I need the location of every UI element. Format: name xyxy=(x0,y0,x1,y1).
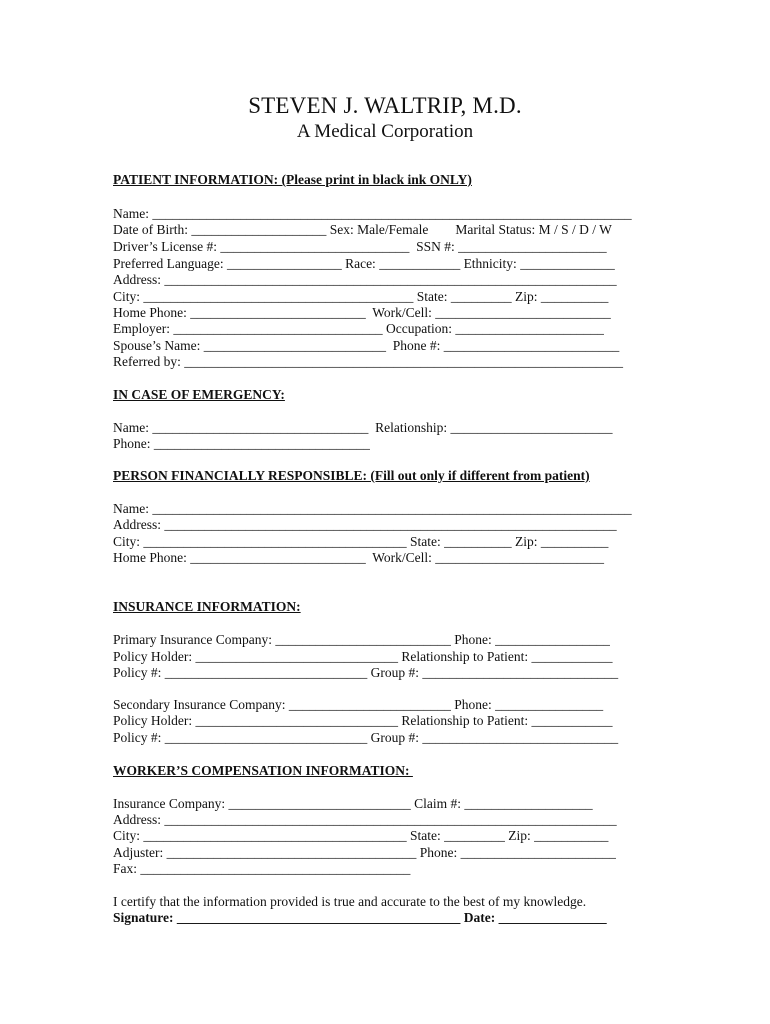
wc-fax-row xyxy=(113,861,410,877)
wc-address-label: Address: xyxy=(113,812,165,827)
wc-fax-label: Fax: xyxy=(113,861,141,876)
primary-company-label: Primary Insurance Company: xyxy=(113,632,276,647)
secondary-company-field[interactable]: ________________________ xyxy=(288,697,451,712)
secondary-company-label: Secondary Insurance Company: xyxy=(113,697,289,712)
patient-zip-field[interactable]: __________ xyxy=(540,289,609,304)
emergency-phone-row xyxy=(113,436,370,452)
language-row xyxy=(113,256,615,272)
ssn-field[interactable]: ______________________ xyxy=(458,239,607,254)
wc-address-row xyxy=(113,812,617,828)
primary-company-field[interactable]: __________________________ xyxy=(275,632,451,647)
primary-relationship-label: Relationship to Patient: xyxy=(398,649,532,664)
secondary-phone-label: Phone: xyxy=(450,697,496,712)
responsible-home-phone-label: Home Phone: xyxy=(113,550,191,565)
wc-phone-label: Phone: xyxy=(416,845,461,860)
responsible-city-field[interactable]: _______________________________________ xyxy=(143,534,407,549)
spouse-phone-label: Phone #: xyxy=(386,338,444,353)
dob-field[interactable]: ____________________ xyxy=(191,222,327,237)
emergency-relationship-field[interactable]: ________________________ xyxy=(450,420,613,435)
responsible-address-field[interactable]: ___________________________________________________________________ xyxy=(164,517,617,532)
employer-label: Employer: xyxy=(113,321,174,336)
patient-address-row xyxy=(113,272,617,288)
patient-phone-row xyxy=(113,305,611,321)
date-label: Date: xyxy=(460,910,499,925)
secondary-phone-field[interactable]: ________________ xyxy=(495,697,604,712)
responsible-zip-field[interactable]: __________ xyxy=(540,534,609,549)
emergency-relationship-label: Relationship: xyxy=(368,420,451,435)
wc-company-row xyxy=(113,796,593,812)
secondary-policy-label: Policy #: xyxy=(113,730,165,745)
wc-city-label: City: xyxy=(113,828,144,843)
responsible-work-cell-label: Work/Cell: xyxy=(365,550,436,565)
primary-policy-row xyxy=(113,665,618,681)
language-field[interactable]: _________________ xyxy=(226,256,342,271)
responsible-address-row xyxy=(113,517,617,533)
drivers-license-row xyxy=(113,239,607,255)
primary-relationship-field[interactable]: ____________ xyxy=(531,649,613,664)
responsible-state-label: State: xyxy=(406,534,445,549)
home-phone-field[interactable]: __________________________ xyxy=(190,305,366,320)
wc-city-row xyxy=(113,828,608,844)
referred-by-row xyxy=(113,354,623,370)
certification-statement: I certify that the information provided is true and accurate to the best of my knowledge. xyxy=(113,894,587,909)
primary-policy-label: Policy #: xyxy=(113,665,165,680)
patient-state-field[interactable]: _________ xyxy=(450,289,512,304)
work-cell-label: Work/Cell: xyxy=(365,305,436,320)
emergency-heading: IN CASE OF EMERGENCY: xyxy=(113,387,285,402)
patient-info-heading: PATIENT INFORMATION: (Please print in black ink ONLY) xyxy=(113,172,472,187)
secondary-holder-field[interactable]: ______________________________ xyxy=(195,713,398,728)
patient-city-field[interactable]: ________________________________________ xyxy=(143,289,414,304)
secondary-group-label: Group #: xyxy=(367,730,423,745)
wc-zip-label: Zip: xyxy=(504,828,535,843)
dob-label: Date of Birth: xyxy=(113,222,192,237)
patient-name-label: Name: xyxy=(113,206,153,221)
responsible-city-row xyxy=(113,534,608,550)
occupation-label: Occupation: xyxy=(382,321,456,336)
sex-marital-options[interactable]: Sex: Male/Female Marital Status: M / S / D / W xyxy=(326,222,612,237)
workers-comp-heading: WORKER’S COMPENSATION INFORMATION: xyxy=(113,763,413,778)
responsible-home-phone-field[interactable]: __________________________ xyxy=(190,550,366,565)
emergency-name-row xyxy=(113,420,613,436)
occupation-field[interactable]: ______________________ xyxy=(455,321,604,336)
home-phone-label: Home Phone: xyxy=(113,305,191,320)
wc-city-field[interactable]: _______________________________________ xyxy=(143,828,407,843)
patient-state-label: State: xyxy=(413,289,451,304)
spouse-name-field[interactable]: ___________________________ xyxy=(203,338,386,353)
responsible-address-label: Address: xyxy=(113,517,165,532)
ethnicity-label: Ethnicity: xyxy=(460,256,521,271)
responsible-state-field[interactable]: __________ xyxy=(444,534,512,549)
emergency-phone-label: Phone: xyxy=(113,436,154,451)
patient-name-row xyxy=(113,206,632,222)
emergency-name-field[interactable]: ________________________________ xyxy=(152,420,369,435)
wc-adjuster-row xyxy=(113,845,616,861)
signature-label: Signature: xyxy=(113,910,177,925)
responsible-name-row xyxy=(113,501,632,517)
date-field[interactable]: ________________ xyxy=(498,910,607,925)
patient-city-row xyxy=(113,289,608,305)
patient-address-field[interactable]: ___________________________________________________________________ xyxy=(164,272,617,287)
signature-row xyxy=(113,910,607,926)
language-label: Preferred Language: xyxy=(113,256,227,271)
secondary-group-field[interactable]: _____________________________ xyxy=(422,730,619,745)
patient-address-label: Address: xyxy=(113,272,165,287)
responsible-name-field[interactable]: _______________________________________________________________________ xyxy=(152,501,632,516)
race-field[interactable]: ____________ xyxy=(379,256,461,271)
secondary-holder-row xyxy=(113,713,613,729)
practice-subtitle: A Medical Corporation xyxy=(296,121,474,142)
emergency-phone-field[interactable]: ________________________________ xyxy=(153,436,370,451)
secondary-policy-field[interactable]: ______________________________ xyxy=(164,730,368,745)
signature-field[interactable]: __________________________________________ xyxy=(176,910,461,925)
ssn-label: SSN #: xyxy=(409,239,459,254)
primary-phone-field[interactable]: _________________ xyxy=(495,632,610,647)
secondary-policy-row xyxy=(113,730,618,746)
employer-row xyxy=(113,321,604,337)
employer-field[interactable]: _______________________________ xyxy=(173,321,383,336)
wc-fax-field[interactable]: ________________________________________ xyxy=(140,861,411,876)
spouse-phone-field[interactable]: __________________________ xyxy=(443,338,620,353)
wc-company-field[interactable]: ___________________________ xyxy=(228,796,411,811)
primary-group-label: Group #: xyxy=(367,665,423,680)
primary-holder-field[interactable]: ______________________________ xyxy=(195,649,398,664)
wc-company-label: Insurance Company: xyxy=(113,796,229,811)
responsible-phone-row xyxy=(113,550,604,566)
responsible-work-cell-field[interactable]: _________________________ xyxy=(435,550,605,565)
spouse-row xyxy=(113,338,619,354)
practice-name: STEVEN J. WALTRIP, M.D. xyxy=(248,93,522,118)
work-cell-field[interactable]: __________________________ xyxy=(435,305,611,320)
responsible-zip-label: Zip: xyxy=(511,534,541,549)
responsible-party-heading: PERSON FINANCIALLY RESPONSIBLE: (Fill out only if different from patient) xyxy=(113,468,590,483)
responsible-name-label: Name: xyxy=(113,501,153,516)
primary-holder-row xyxy=(113,649,613,665)
wc-claim-field[interactable]: ___________________ xyxy=(464,796,593,811)
race-label: Race: xyxy=(341,256,380,271)
secondary-relationship-field[interactable]: ____________ xyxy=(531,713,613,728)
wc-state-field[interactable]: _________ xyxy=(444,828,505,843)
referred-by-label: Referred by: xyxy=(113,354,185,369)
wc-adjuster-label: Adjuster: xyxy=(113,845,167,860)
primary-holder-label: Policy Holder: xyxy=(113,649,196,664)
spouse-name-label: Spouse’s Name: xyxy=(113,338,204,353)
ethnicity-field[interactable]: ______________ xyxy=(520,256,615,271)
wc-claim-label: Claim #: xyxy=(410,796,465,811)
patient-name-field[interactable]: _______________________________________________________________________ xyxy=(152,206,632,221)
patient-city-label: City: xyxy=(113,289,144,304)
primary-group-field[interactable]: _____________________________ xyxy=(422,665,619,680)
responsible-city-label: City: xyxy=(113,534,144,549)
wc-state-label: State: xyxy=(406,828,445,843)
emergency-name-label: Name: xyxy=(113,420,153,435)
drivers-license-label: Driver’s License #: xyxy=(113,239,221,254)
wc-zip-field[interactable]: ___________ xyxy=(534,828,609,843)
wc-phone-field[interactable]: _______________________ xyxy=(460,845,616,860)
insurance-heading: INSURANCE INFORMATION: xyxy=(113,599,301,614)
primary-insurance-row xyxy=(113,632,610,648)
secondary-holder-label: Policy Holder: xyxy=(113,713,196,728)
wc-address-field[interactable]: ___________________________________________________________________ xyxy=(164,812,617,827)
primary-policy-field[interactable]: ______________________________ xyxy=(164,665,368,680)
referred-by-field[interactable]: _________________________________________________________________ xyxy=(184,354,623,369)
drivers-license-field[interactable]: ____________________________ xyxy=(220,239,410,254)
secondary-insurance-row xyxy=(113,697,603,713)
wc-adjuster-field[interactable]: _____________________________________ xyxy=(166,845,417,860)
primary-phone-label: Phone: xyxy=(450,632,496,647)
secondary-relationship-label: Relationship to Patient: xyxy=(398,713,532,728)
patient-zip-label: Zip: xyxy=(511,289,541,304)
dob-row xyxy=(113,222,612,238)
